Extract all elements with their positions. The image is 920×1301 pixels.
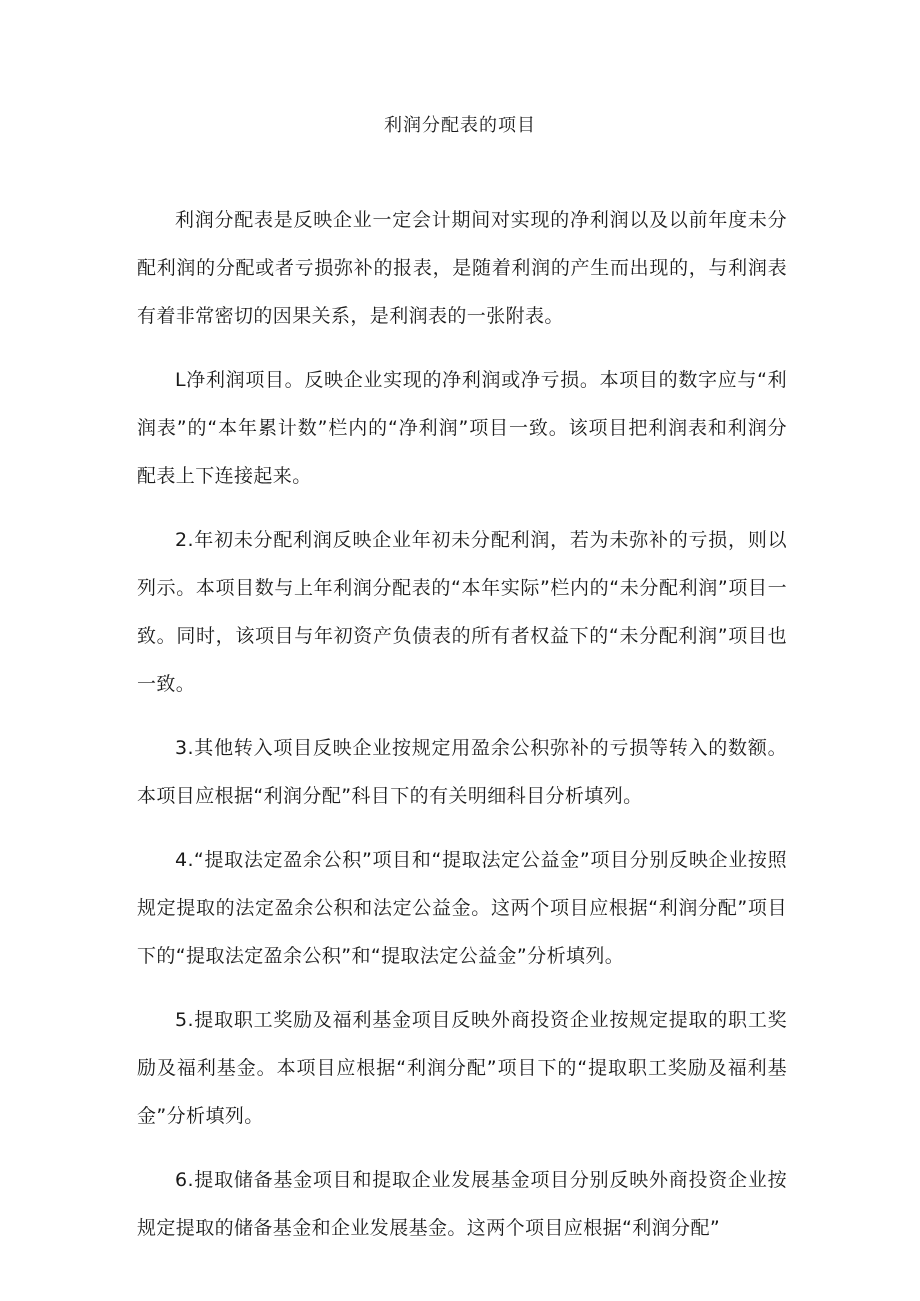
paragraph-item-1: L净利润项目。反映企业实现的净利润或净亏损。本项目的数字应与“利润表”的“本年累计数”栏内的“净利润”项目一致。该项目把利润表和利润分配表上下连接起来。 (137, 369, 787, 487)
document-body (137, 196, 787, 1268)
paragraph-item-2: 2.年初未分配利润反映企业年初未分配利润，若为未弥补的亏损，则以列示。本项目数与上年利润分配表的“本年实际”栏内的“未分配利润”项目一致。同时，该项目与年初资产负债表的所有者权益下的“未分配利润”项目也一致。 (137, 529, 787, 695)
paragraph-item-5: 5.提取职工奖励及福利基金项目反映外商投资企业按规定提取的职工奖励及福利基金。本项目应根据“利润分配”项目下的“提取职工奖励及福利基金”分析填列。 (137, 1009, 787, 1127)
paragraph-item-3: 3.其他转入项目反映企业按规定用盈余公积弥补的亏损等转入的数额。本项目应根据“利润分配”科目下的有关明细科目分析填列。 (137, 737, 787, 807)
document-title: 利润分配表的项目 (384, 115, 536, 136)
paragraph-item-6: 6.提取储备基金项目和提取企业发展基金项目分别反映外商投资企业按规定提取的储备基金和企业发展基金。这两个项目应根据“利润分配” (137, 1169, 787, 1239)
paragraph-item-4: 4.“提取法定盈余公积”项目和“提取法定公益金”项目分别反映企业按照规定提取的法定盈余公积和法定公益金。这两个项目应根据“利润分配”项目下的“提取法定盈余公积”和“提取法定公益金”分析填列。 (137, 849, 787, 967)
paragraph-intro: 利润分配表是反映企业一定会计期间对实现的净利润以及以前年度未分配利润的分配或者亏损弥补的报表，是随着利润的产生而出现的，与利润表有着非常密切的因果关系，是利润表的一张附表。 (137, 209, 787, 327)
